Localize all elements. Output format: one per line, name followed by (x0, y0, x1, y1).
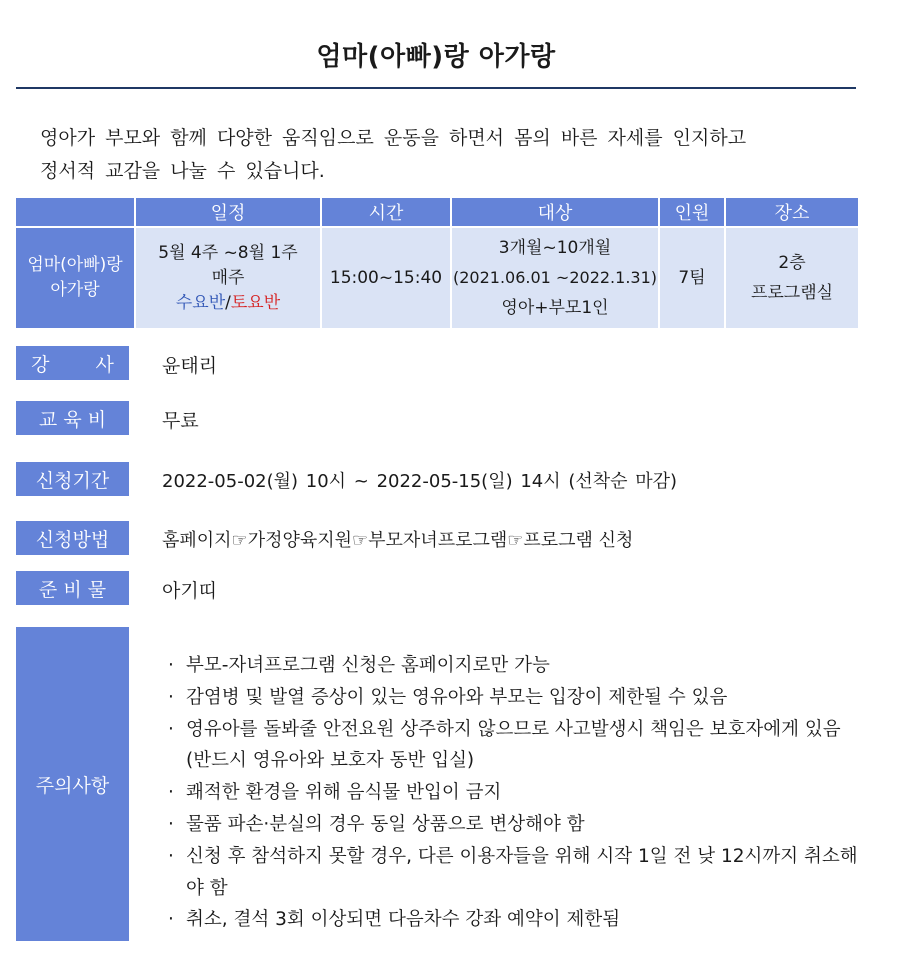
note-text: 물품 파손·분실의 경우 동일 상품으로 변상해야 함 (186, 813, 585, 835)
instructor-label: 강 사 (16, 346, 129, 380)
note-text: 쾌적한 환경을 위해 음식물 반입이 금지 (186, 782, 502, 804)
note-text: 영유아를 돌봐줄 안전요원 상주하지 않으므로 사고발생시 책임은 보호자에게 있음 (반드시 영유아와 보호자 동반 입실) (186, 718, 841, 772)
bullet-icon: · (168, 718, 174, 740)
bullet-icon: · (168, 813, 174, 835)
target-line: 영아+부모1인 (501, 298, 609, 318)
intro-line: 정서적 교감을 나눌 수 있습니다. (40, 160, 325, 182)
fee-value: 무료 (162, 410, 199, 432)
period-label: 신청기간 (16, 462, 129, 496)
program-name-line: 엄마(아빠)랑 (27, 255, 123, 275)
header-place: 장소 (726, 198, 858, 226)
header-schedule: 일정 (136, 198, 320, 226)
schedule-cell (136, 228, 320, 328)
list-item (168, 777, 858, 809)
note-text: 취소, 결석 3회 이상되면 다음차수 강좌 예약이 제한됨 (186, 909, 621, 931)
bullet-icon: · (168, 845, 174, 867)
intro-text (40, 122, 840, 188)
list-item (168, 904, 858, 936)
time-cell (322, 228, 450, 328)
notes-label: 주의사항 (16, 627, 129, 941)
header-time: 시간 (322, 198, 450, 226)
schedule-line: 매주 (211, 267, 245, 288)
list-item (168, 841, 858, 905)
title-divider (16, 87, 856, 89)
intro-line: 영아가 부모와 함께 다양한 움직임으로 운동을 하면서 몸의 바른 자세를 인지하고 (40, 127, 747, 149)
notes-list (168, 650, 858, 936)
list-item (168, 714, 858, 778)
page-title: 엄마(아빠)랑 아가랑 (316, 42, 556, 72)
time-value: 15:00~15:40 (329, 267, 443, 288)
header-blank (16, 198, 134, 226)
place-line: 2층 (778, 253, 806, 273)
fee-label: 교 육 비 (16, 401, 129, 435)
bullet-icon: · (168, 655, 174, 676)
list-item (168, 650, 858, 682)
wednesday-class: 수요반 (175, 292, 226, 313)
note-text: 감염병 및 발열 증상이 있는 영유아와 부모는 입장이 제한될 수 있음 (186, 686, 728, 708)
program-name-line: 아가랑 (50, 280, 100, 300)
bullet-icon: · (168, 686, 174, 708)
list-item (168, 682, 858, 714)
supplies-value: 아기띠 (162, 580, 218, 602)
header-count: 인원 (660, 198, 724, 226)
supplies-label: 준 비 물 (16, 571, 129, 605)
count-cell (660, 228, 724, 328)
place-cell (726, 228, 858, 328)
header-target: 대상 (452, 198, 658, 226)
class-days (176, 291, 280, 316)
period-value: 2022-05-02(월) 10시 ~ 2022-05-15(일) 14시 (선착순 마감) (162, 471, 678, 492)
target-line: 3개월~10개월 (498, 238, 612, 258)
note-text: 부모-자녀프로그램 신청은 홈페이지로만 가능 (186, 655, 550, 676)
bullet-icon: · (168, 782, 174, 804)
schedule-line: 5월 4주 ~8월 1주 (158, 242, 298, 263)
saturday-class: 토요반 (230, 292, 281, 313)
bullet-icon: · (168, 909, 174, 931)
list-item (168, 809, 858, 841)
method-label: 신청방법 (16, 521, 129, 555)
target-line: (2021.06.01 ~2022.1.31) (452, 268, 657, 287)
program-name-cell (16, 228, 134, 328)
count-value: 7팀 (678, 267, 706, 288)
method-value: 홈페이지☞가정양육지원☞부모자녀프로그램☞프로그램 신청 (162, 530, 634, 551)
note-text: 신청 후 참석하지 못할 경우, 다른 이용자들을 위해 시작 1일 전 낮 12시까지 취소해야 함 (186, 845, 858, 899)
place-line: 프로그램실 (750, 283, 834, 303)
instructor-value: 윤태리 (162, 355, 218, 377)
target-cell (452, 228, 658, 328)
day-separator: / (225, 292, 231, 313)
